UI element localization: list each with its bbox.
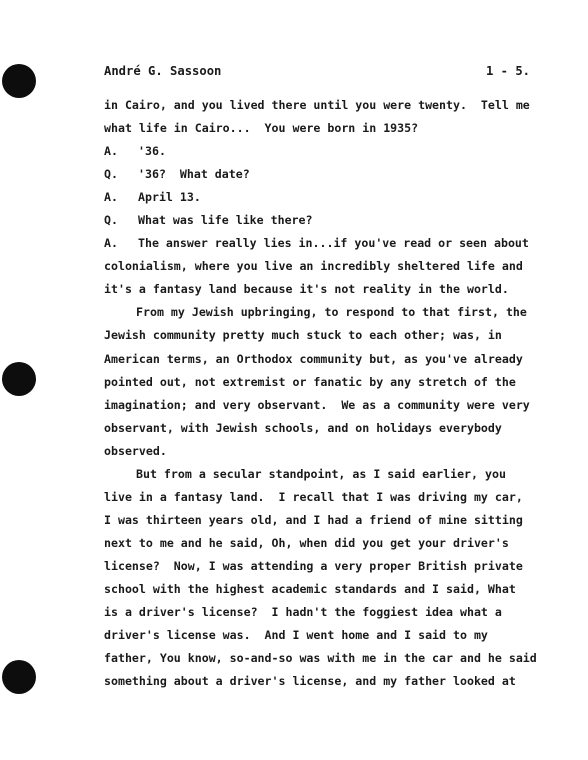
transcript-line [104,578,534,601]
transcript-line [104,163,534,186]
line-text: driver's license was. And I went home and I said to my [104,628,488,643]
line-text: father, You know, so-and-so was with me in the car and he said [104,651,537,666]
binder-hole [2,64,36,98]
line-text: American terms, an Orthodox community but, as you've already [104,351,523,366]
transcript-line [104,509,534,532]
line-text: '36? What date? [138,167,250,182]
line-text: Jewish community pretty much stuck to each other; was, in [104,328,502,343]
line-text: observed. [104,443,167,458]
line-text: something about a driver's license, and my father looked at [104,674,516,689]
transcript-line [104,555,534,578]
transcript-line [104,186,534,209]
transcript-line [104,140,534,163]
line-text: From my Jewish upbringing, to respond to that first, the [136,305,527,320]
line-text: The answer really lies in...if you've read or seen about [138,236,529,251]
transcript-line [104,601,534,624]
transcript-line [104,232,534,255]
transcript-line [104,348,534,371]
transcript-line [104,670,534,693]
transcript-line [104,278,534,301]
line-text: colonialism, where you live an incredibly sheltered life and [104,259,523,274]
transcript-line [104,371,534,394]
transcript-line [104,301,534,324]
transcript-line [104,624,534,647]
speaker-label: A. [104,236,118,251]
transcript-line [104,94,534,117]
speaker-label: A. [104,190,118,205]
line-text: I was thirteen years old, and I had a friend of mine sitting [104,512,523,527]
transcript-line [104,394,534,417]
transcript-line [104,209,534,232]
transcript-body [104,94,537,693]
page-header [104,64,530,84]
line-text: pointed out, not extremist or fanatic by any stretch of the [104,374,516,389]
page-number: 1 - 5. [485,64,530,78]
transcript-line [104,440,534,463]
line-text: license? Now, I was attending a very proper British private [104,558,523,573]
line-text: '36. [138,144,166,159]
interviewee-name: André G. Sassoon [104,64,222,78]
line-text: But from a secular standpoint, as I said earlier, you [136,466,506,481]
line-text: it's a fantasy land because it's not reality in the world. [104,282,509,297]
transcript-line [104,417,534,440]
transcript-line [104,486,534,509]
speaker-label: Q. [104,213,118,228]
transcript-line [104,324,534,347]
transcript-line [104,463,534,486]
speaker-label: A. [104,144,118,159]
line-text: observant, with Jewish schools, and on holidays everybody [104,420,502,435]
binder-hole [2,660,36,694]
line-text: school with the highest academic standards and I said, What [104,581,516,596]
line-text: next to me and he said, Oh, when did you get your driver's [104,535,509,550]
transcript-line [104,532,534,555]
line-text: in Cairo, and you lived there until you were twenty. Tell me [104,98,530,112]
line-text: What was life like there? [138,213,313,228]
line-text: is a driver's license? I hadn't the foggiest idea what a [104,605,502,620]
transcript-line [104,255,534,278]
speaker-label: Q. [104,167,118,182]
line-text: live in a fantasy land. I recall that I was driving my car, [104,489,523,504]
transcript-line [104,117,534,140]
binder-hole [2,362,36,396]
line-text: April 13. [138,190,201,205]
transcript-line [104,647,537,670]
line-text: imagination; and very observant. We as a community were very [104,397,530,412]
line-text: what life in Cairo... You were born in 1935? [104,121,419,136]
